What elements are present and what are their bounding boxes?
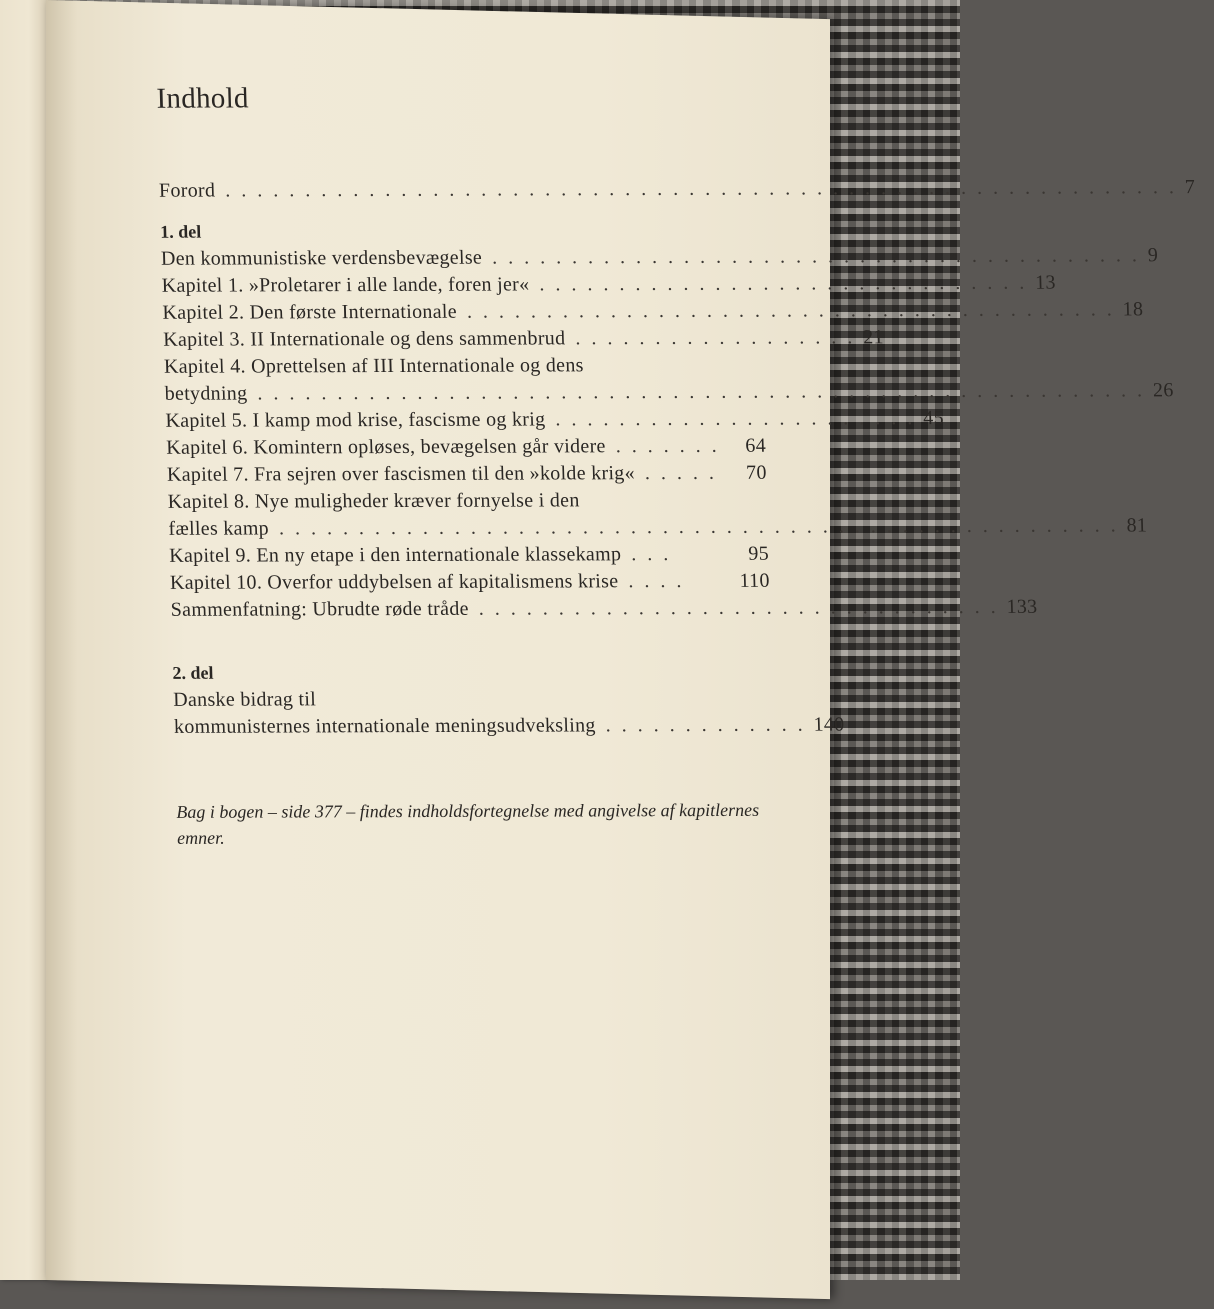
entry-page-number: 26 [1152, 379, 1174, 402]
entry-page-number: 81 [1126, 514, 1148, 537]
dot-leader: . . . . . . . . . . . . . . . . . . . . . . . . . . . . . . . . . . . . . . . . . . . . . . . . . . . . . . . . [257, 379, 1146, 405]
entry-page-number: 95 [748, 542, 770, 565]
toc-entry-chapter-3 [162, 325, 885, 354]
entry-title: Forord [158, 179, 216, 202]
toc-entry-chapter-5 [165, 406, 945, 435]
entry-page-number: 13 [1034, 271, 1057, 294]
toc-entry-summary [170, 595, 1038, 624]
entry-title: betydning [164, 382, 248, 405]
entry-title: Kapitel 6. Komintern opløses, bevægelsen går videre [165, 435, 606, 459]
entry-page-number: 18 [1122, 298, 1144, 321]
left-page-edge [0, 0, 48, 1280]
toc-entry-chapter-6 [166, 433, 767, 462]
entry-title: Kapitel 5. I kamp mod krise, fascisme og krig [165, 408, 546, 432]
dot-leader: . . . . . . . [615, 434, 720, 458]
toc-entry-chapter-8-line-1: Kapitel 8. Nye muligheder kræver fornyelse i den [167, 489, 580, 513]
entry-title: Kapitel 3. II Internationale og dens sammenbrud [162, 327, 566, 351]
toc-entry-chapter-4 [164, 379, 1174, 408]
entry-title: Kapitel 1. »Proletarer i alle lande, foren jer« [161, 273, 530, 297]
entry-page-number: 7 [1184, 176, 1196, 199]
dot-leader: . . . . . . . . . . . . . . . . . . . . . . . [555, 407, 916, 431]
toc-entry-chapter-4-line-1: Kapitel 4. Oprettelsen af III Internationale og dens [163, 354, 584, 378]
toc-entry-chapter-1 [161, 271, 1057, 300]
entry-page-number: 70 [745, 461, 768, 484]
entry-title: Kapitel 2. Den første Internationale [162, 300, 458, 324]
toc-entry-chapter-7 [167, 460, 768, 489]
entry-page-number: 133 [1006, 595, 1038, 618]
toc-entry-forord [158, 176, 1196, 205]
entry-page-number: 21 [862, 326, 885, 349]
toc-heading: Indhold [156, 82, 250, 115]
entry-title: Kapitel 10. Overfor uddybelsen af kapitalismens krise [169, 570, 619, 594]
entry-title: Kapitel 7. Fra sejren over fascismen til den »kolde krig« [166, 462, 636, 486]
entry-page-number: 110 [739, 569, 771, 592]
book-page [46, 0, 1196, 1299]
toc-entry-chapter-2 [162, 298, 1144, 327]
table-of-contents [156, 81, 1196, 851]
dot-leader: . . . . . . . . . . . . . [605, 713, 806, 737]
dot-leader: . . . . . . . . . . . . . . . . . . . . . . . . . . . . . . . . . . . . . . . . . [491, 244, 1141, 269]
entry-page-number: 45 [922, 407, 945, 430]
entry-page-number: 9 [1147, 244, 1159, 267]
dot-leader: . . . . . . . . . . . . . . . . . . . . . . . . . . . . . . . . . [478, 595, 999, 620]
dot-leader: . . . . . . . . . . . . . . . . . . . . . . . . . . . . . . . . . . . . . . . . . . . . . . . . . . . . . . . . . . . . [224, 176, 1178, 202]
entry-title: fælles kamp [168, 517, 270, 540]
entry-title: kommunisternes internationale meningsudveksling [173, 714, 596, 738]
toc-entry-part-2-line-1: Danske bidrag til [172, 688, 317, 711]
dot-leader: . . . . . . . . . . . . . . . . . . [575, 326, 856, 350]
entry-page-number: 140 [813, 713, 845, 736]
entry-title: Sammenfatning: Ubrudte røde tråde [170, 597, 470, 621]
toc-entry-chapter-8 [168, 514, 1148, 543]
toc-entry-chapter-9 [169, 541, 770, 570]
entry-title: Kapitel 9. En ny etape i den internationale klassekamp [168, 543, 622, 567]
toc-entry-intro [160, 244, 1159, 273]
dot-leader: . . . . . [644, 461, 718, 485]
entry-title: Den kommunistiske verdensbevægelse [160, 246, 483, 270]
dot-leader: . . . . . . . . . . . . . . . . . . . . . . . . . . . . . . . . . . . . . . . . . [466, 298, 1115, 323]
toc-entry-part-2 [173, 712, 845, 741]
part-1-label: 1. del [159, 221, 202, 242]
toc-entry-chapter-10 [170, 568, 771, 597]
dot-leader: . . . [630, 543, 672, 566]
footnote-italic: Bag i bogen – side 377 – findes indholdsfortegnelse med angivelse af kapitlernes emner. [176, 799, 760, 848]
dot-leader: . . . . . . . . . . . . . . . . . . . . . . . . . . . . . . . . . . . . . . . . . . . . . . . . . . . . . [278, 514, 1119, 540]
dot-leader: . . . . [628, 570, 685, 593]
entry-page-number: 64 [745, 434, 767, 457]
part-2-label: 2. del [172, 662, 214, 683]
dot-leader: . . . . . . . . . . . . . . . . . . . . . . . . . . . . . . . [539, 271, 1028, 296]
